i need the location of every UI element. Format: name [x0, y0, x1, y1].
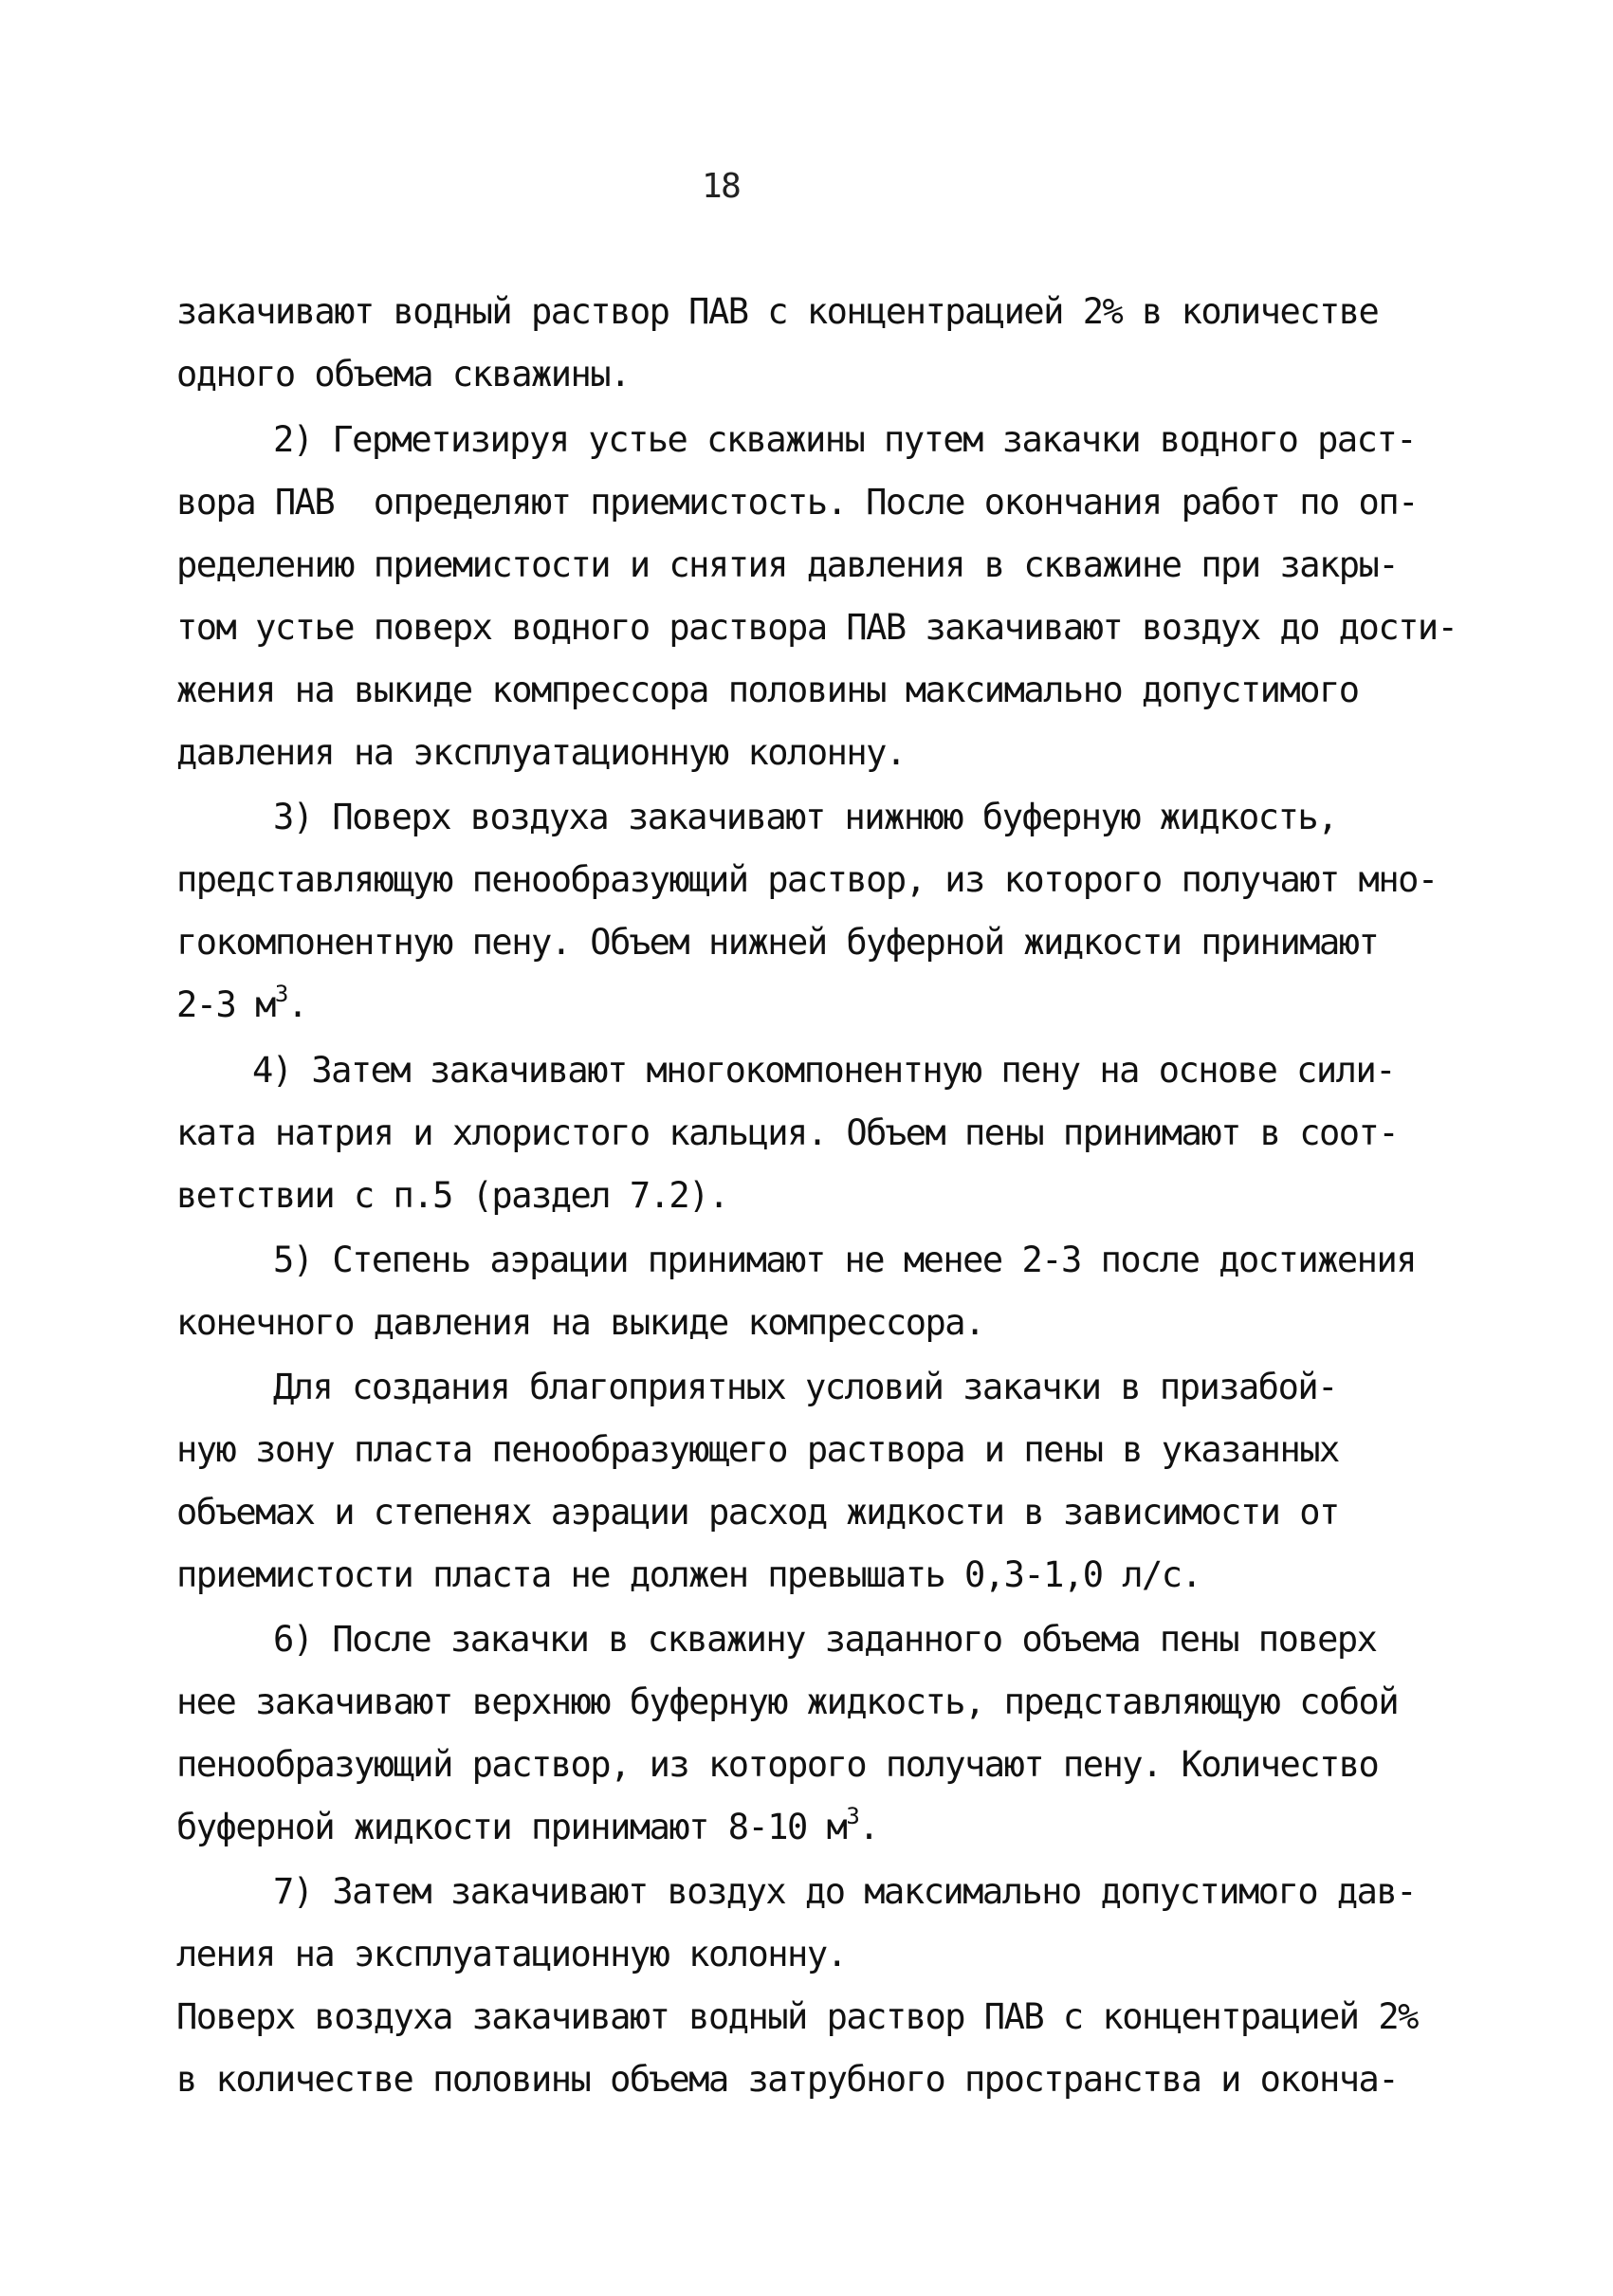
text-line: ную зону пласта пенообразующего раствора и пены в указанных: [176, 1429, 1339, 1470]
text-line-with-superscript: [176, 1803, 879, 1847]
text-fragment: 2-3 м: [176, 984, 275, 1025]
text-line: том устье поверх водного раствора ПАВ закачивают воздух до дости-: [176, 607, 1457, 648]
text-line: представляющую пенообразующий раствор, из которого получают мно-: [176, 859, 1438, 900]
superscript: 3: [274, 981, 287, 1007]
text-line: 2) Герметизируя устье скважины путем закачки водного раст-: [273, 419, 1417, 460]
text-line: нее закачивают верхнюю буферную жидкость, представляющую собой: [176, 1681, 1399, 1722]
text-line: пенообразующий раствор, из которого получают пену. Количество: [176, 1744, 1379, 1785]
page-number: 18: [702, 167, 741, 206]
text-line: в количестве половины объема затрубного пространства и оконча-: [176, 2059, 1399, 2100]
text-fragment: буферной жидкости принимают 8-10 м: [176, 1807, 847, 1847]
text-line: объемах и степенях аэрации расход жидкости в зависимости от: [176, 1492, 1339, 1533]
text-line: 6) После закачки в скважину заданного объема пены поверх: [273, 1619, 1377, 1660]
text-line: ления на эксплуатационную колонну.: [176, 1934, 847, 1975]
text-line: ката натрия и хлористого кальция. Объем пены принимают в соот-: [176, 1112, 1399, 1153]
text-line: 4) Затем закачивают многокомпонентную пену на основе сили-: [252, 1050, 1396, 1091]
text-line: жения на выкиде компрессора половины максимально допустимого: [176, 670, 1359, 710]
text-line: Поверх воздуха закачивают водный раствор ПАВ с концентрацией 2%: [176, 1996, 1418, 2037]
text-line-with-superscript: [176, 981, 307, 1025]
text-line: одного объема скважины.: [176, 354, 630, 395]
text-line: ветствии с п.5 (раздел 7.2).: [176, 1175, 728, 1216]
text-line: давления на эксплуатационную колонну.: [176, 732, 906, 773]
text-line: 7) Затем закачивают воздух до максимально допустимого дав-: [273, 1871, 1417, 1912]
text-line: закачивают водный раствор ПАВ с концентрацией 2% в количестве: [176, 291, 1379, 332]
text-line: 5) Степень аэрации принимают не менее 2-3 после достижения: [273, 1240, 1417, 1280]
text-line: вора ПАВ определяют приемистость. После окончания работ по оп-: [176, 482, 1418, 523]
text-line: приемистости пласта не должен превышать 0,3-1,0 л/с.: [176, 1554, 1201, 1595]
text-line: конечного давления на выкиде компрессора.: [176, 1302, 984, 1343]
text-line: Для создания благоприятных условий закачки в призабой-: [273, 1367, 1337, 1407]
text-line: 3) Поверх воздуха закачивают нижнюю буферную жидкость,: [273, 797, 1337, 837]
text-fragment: .: [858, 1807, 879, 1847]
text-fragment: .: [286, 984, 307, 1025]
text-line: ределению приемистости и снятия давления в скважине при закры-: [176, 544, 1399, 585]
text-line: гокомпонентную пену. Объем нижней буферной жидкости принимают: [176, 922, 1379, 963]
superscript: 3: [846, 1803, 859, 1829]
